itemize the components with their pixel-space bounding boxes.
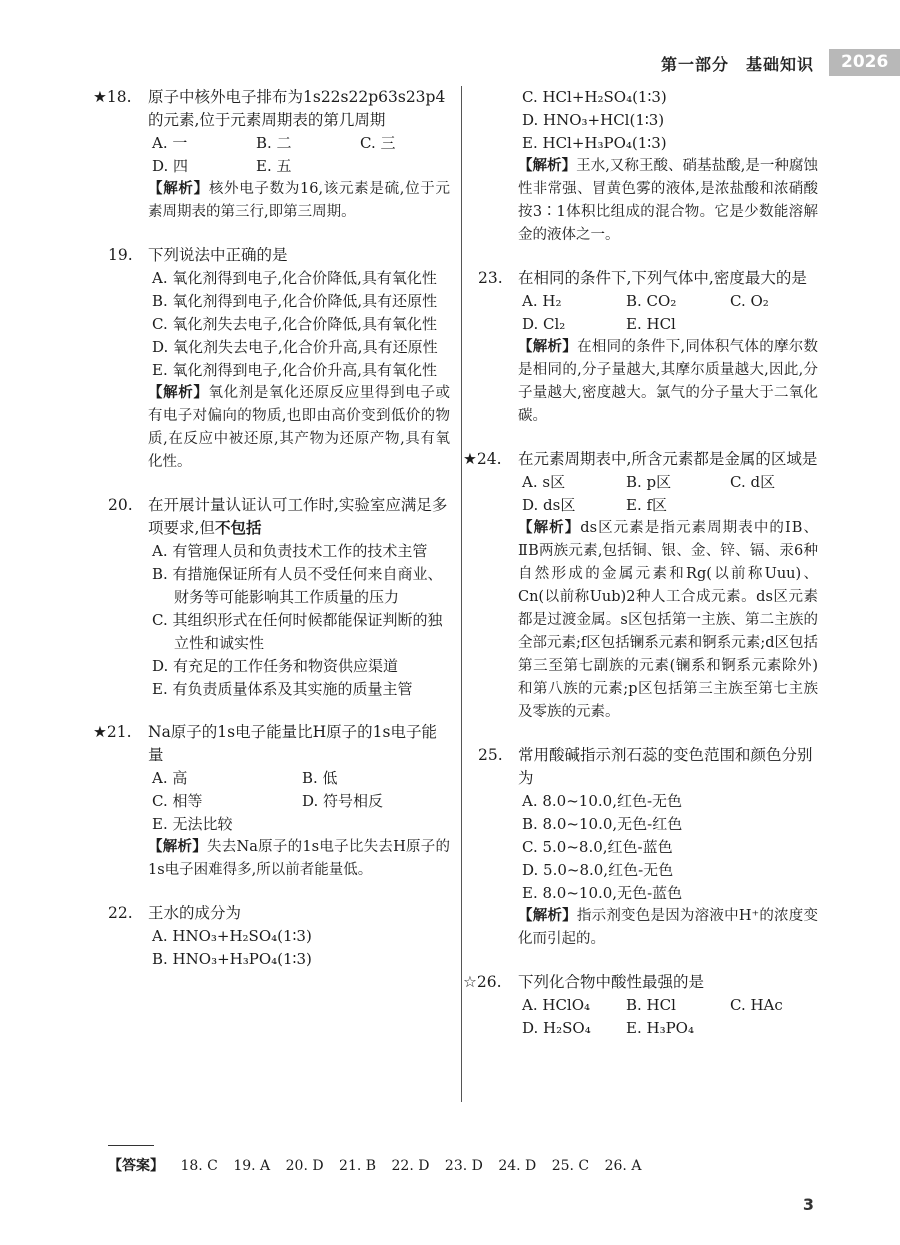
question-text: 原子中核外电子排布为1s22s22p63s23p4的元素,位于元素周期表的第几周期 — [148, 88, 446, 129]
question-26 — [463, 971, 818, 1040]
option-c[interactable]: C. 其组织形式在任何时候都能保证判断的独立性和诚实性 — [152, 611, 443, 652]
question-text: 常用酸碱指示剂石蕊的变色范围和颜色分别为 — [518, 746, 813, 787]
answer-rule — [108, 1145, 154, 1146]
option-a[interactable]: A. 一 — [152, 134, 188, 152]
question-number: 23. — [478, 269, 503, 287]
right-column — [463, 86, 819, 1060]
question-number: ★18. — [93, 88, 132, 106]
question-text-main: 在开展计量认证认可工作时,实验室应满足多项要求,但 — [148, 496, 448, 537]
question-number: 25. — [478, 746, 503, 764]
answer-label: 【答案】 — [108, 1158, 164, 1174]
option-b[interactable]: B. 二 — [256, 134, 292, 152]
explanation-text: 核外电子数为16,该元素是硫,位于元素周期表的第三行,即第三周期。 — [148, 181, 451, 220]
question-number: ★21. — [93, 723, 132, 741]
options — [108, 267, 450, 382]
answer-item: 22. D — [391, 1158, 430, 1174]
explanation — [478, 517, 818, 724]
option-d[interactable]: D. Cl₂ — [522, 315, 566, 333]
answer-item: 21. B — [339, 1158, 377, 1174]
explanation-text: 指示剂变色是因为溶液中H⁺的浓度变化而引起的。 — [518, 908, 818, 947]
question-number: ★24. — [463, 450, 502, 468]
option-c[interactable]: C. 三 — [360, 134, 396, 152]
explanation-tag: 【解析】 — [518, 908, 577, 924]
explanation-text: 氧化剂是氧化还原反应里得到电子或有电子对偏向的物质,也即由高价变到低价的物质,在反应中被还原,其产物为还原产物,具有氧化性。 — [148, 385, 451, 470]
option-b[interactable]: B. 氧化剂得到电子,化合价降低,具有还原性 — [152, 292, 438, 310]
explanation-text: 在相同的条件下,同体积气体的摩尔数是相同的,分子量越大,其摩尔质量越大,因此,分子量越大,密度越大。氯气的分子量大于二氧化碳。 — [518, 339, 818, 424]
answer-item: 26. A — [604, 1158, 642, 1174]
options — [478, 290, 818, 336]
option-e[interactable]: E. HCl — [626, 315, 676, 333]
question-text: Na原子的1s电子能量比H原子的1s电子能量 — [148, 723, 437, 764]
explanation-tag: 【解析】 — [148, 839, 208, 855]
option-b[interactable]: B. HNO₃+H₃PO₄(1∶3) — [152, 950, 312, 968]
option-e[interactable]: E. 8.0~10.0,无色-蓝色 — [522, 884, 683, 902]
options — [478, 790, 818, 905]
question-number: 22. — [108, 904, 133, 922]
question-text: 王水的成分为 — [148, 904, 242, 922]
left-column — [93, 86, 451, 991]
question-19 — [108, 244, 450, 474]
explanation-text: 失去Na原子的1s电子比失去H原子的1s电子困难得多,所以前者能量低。 — [148, 839, 450, 878]
question-text — [108, 494, 450, 540]
option-d[interactable]: D. 符号相反 — [302, 792, 384, 810]
option-e[interactable]: E. HCl+H₃PO₄(1∶3) — [522, 134, 667, 152]
option-b[interactable]: B. 有措施保证所有人员不受任何来自商业、财务等可能影响其工作质量的压力 — [152, 565, 443, 606]
option-b[interactable]: B. 8.0~10.0,无色-红色 — [522, 815, 683, 833]
option-c[interactable]: C. HCl+H₂SO₄(1∶3) — [522, 88, 667, 106]
option-d[interactable]: D. 有充足的工作任务和物资供应渠道 — [152, 657, 399, 675]
explanation-tag: 【解析】 — [518, 520, 581, 536]
question-number: 19. — [108, 246, 133, 264]
question-text: 在元素周期表中,所含元素都是金属的区域是 — [518, 450, 818, 468]
explanation — [478, 336, 818, 428]
answer-item: 24. D — [498, 1158, 537, 1174]
option-c[interactable]: C. 相等 — [152, 792, 203, 810]
question-20 — [108, 494, 450, 701]
option-a[interactable]: A. HNO₃+H₂SO₄(1∶3) — [152, 927, 312, 945]
explanation-text: ds区元素是指元素周期表中的ⅠB、ⅡB两族元素,包括铜、银、金、锌、镉、汞6种自然形成的金属元素和Rg(以前称Uuu)、Cn(以前称Uub)2种人工合成元素。ds区元素都是过渡金属。s区包括第一主族、第二主族的全部元素;f区包括镧系元素和锕系元素;d区包括第三至第七副族的元素(镧系和锕系元素除外)和第八族的元素;p区包括第三主族至第七主族及零族的元素。 — [518, 520, 819, 720]
explanation-tag: 【解析】 — [518, 339, 578, 355]
option-a[interactable]: A. 8.0~10.0,红色-无色 — [522, 792, 683, 810]
option-b[interactable]: B. 低 — [302, 769, 338, 787]
question-21 — [93, 721, 450, 882]
answer-item: 19. A — [233, 1158, 271, 1174]
answer-item: 20. D — [285, 1158, 324, 1174]
question-22 — [108, 902, 450, 971]
option-e[interactable]: E. 无法比较 — [152, 815, 233, 833]
option-d[interactable]: D. 氧化剂失去电子,化合价升高,具有还原性 — [152, 338, 438, 356]
option-e[interactable]: E. f区 — [626, 496, 668, 514]
options — [108, 132, 450, 178]
question-22-continued — [478, 86, 818, 247]
question-emphasis: 不包括 — [214, 519, 262, 537]
question-text: 下列化合物中酸性最强的是 — [518, 973, 705, 991]
explanation — [478, 905, 818, 951]
option-a[interactable]: A. H₂ — [522, 292, 562, 310]
explanation-tag: 【解析】 — [148, 385, 209, 401]
question-text: 在相同的条件下,下列气体中,密度最大的是 — [518, 269, 807, 287]
option-c[interactable]: C. 氧化剂失去电子,化合价降低,具有氧化性 — [152, 315, 438, 333]
option-a[interactable]: A. 有管理人员和负责技术工作的技术主管 — [152, 542, 428, 560]
explanation-tag: 【解析】 — [148, 181, 209, 197]
option-d[interactable]: D. H₂SO₄ — [522, 1019, 591, 1037]
explanation — [108, 382, 450, 474]
question-23 — [478, 267, 818, 428]
answer-item: 23. D — [444, 1158, 483, 1174]
question-number: 20. — [108, 496, 133, 514]
answer-key — [108, 1155, 652, 1175]
explanation — [478, 155, 818, 247]
options — [108, 540, 450, 701]
option-c[interactable]: C. HAc — [730, 996, 783, 1014]
option-b[interactable]: B. p区 — [626, 473, 672, 491]
option-a[interactable]: A. HClO₄ — [522, 996, 591, 1014]
option-a[interactable]: A. s区 — [522, 473, 566, 491]
option-b[interactable]: B. CO₂ — [626, 292, 677, 310]
option-d[interactable]: D. 5.0~8.0,红色-无色 — [522, 861, 674, 879]
explanation-text: 王水,又称王酸、硝基盐酸,是一种腐蚀性非常强、冒黄色雾的液体,是浓盐酸和浓硝酸按3∶1体积比组成的混合物。它是少数能溶解金的液体之一。 — [518, 158, 819, 243]
option-b[interactable]: B. HCl — [626, 996, 676, 1014]
options — [108, 925, 450, 971]
answer-item: 18. C — [180, 1158, 218, 1174]
option-d[interactable]: D. 四 — [152, 157, 189, 175]
option-c[interactable]: C. 5.0~8.0,红色-蓝色 — [522, 838, 673, 856]
column-divider — [461, 86, 462, 1102]
section-header: 第一部分 基础知识 — [660, 55, 814, 74]
explanation — [108, 178, 450, 224]
option-e[interactable]: E. H₃PO₄ — [626, 1019, 694, 1037]
year-badge: 2026 — [829, 49, 900, 76]
options — [108, 767, 450, 836]
question-number: ☆26. — [463, 973, 502, 991]
explanation — [108, 836, 450, 882]
option-e[interactable]: E. 五 — [256, 157, 292, 175]
option-e[interactable]: E. 氧化剂得到电子,化合价升高,具有氧化性 — [152, 361, 438, 379]
option-d[interactable]: D. HNO₃+HCl(1∶3) — [522, 111, 665, 129]
question-24 — [463, 448, 819, 724]
page-number: 3 — [802, 1195, 814, 1214]
question-18 — [93, 86, 451, 224]
options — [478, 994, 818, 1040]
explanation-tag: 【解析】 — [518, 158, 577, 174]
answer-item: 25. C — [551, 1158, 590, 1174]
question-25 — [478, 744, 818, 951]
option-a[interactable]: A. 氧化剂得到电子,化合价降低,具有氧化性 — [152, 269, 437, 287]
option-a[interactable]: A. 高 — [152, 769, 188, 787]
option-c[interactable]: C. O₂ — [730, 292, 769, 310]
question-text: 下列说法中正确的是 — [148, 246, 288, 264]
options — [478, 86, 818, 155]
option-e[interactable]: E. 有负责质量体系及其实施的质量主管 — [152, 680, 413, 698]
options — [478, 471, 818, 517]
option-d[interactable]: D. ds区 — [522, 496, 576, 514]
option-c[interactable]: C. d区 — [730, 473, 776, 491]
